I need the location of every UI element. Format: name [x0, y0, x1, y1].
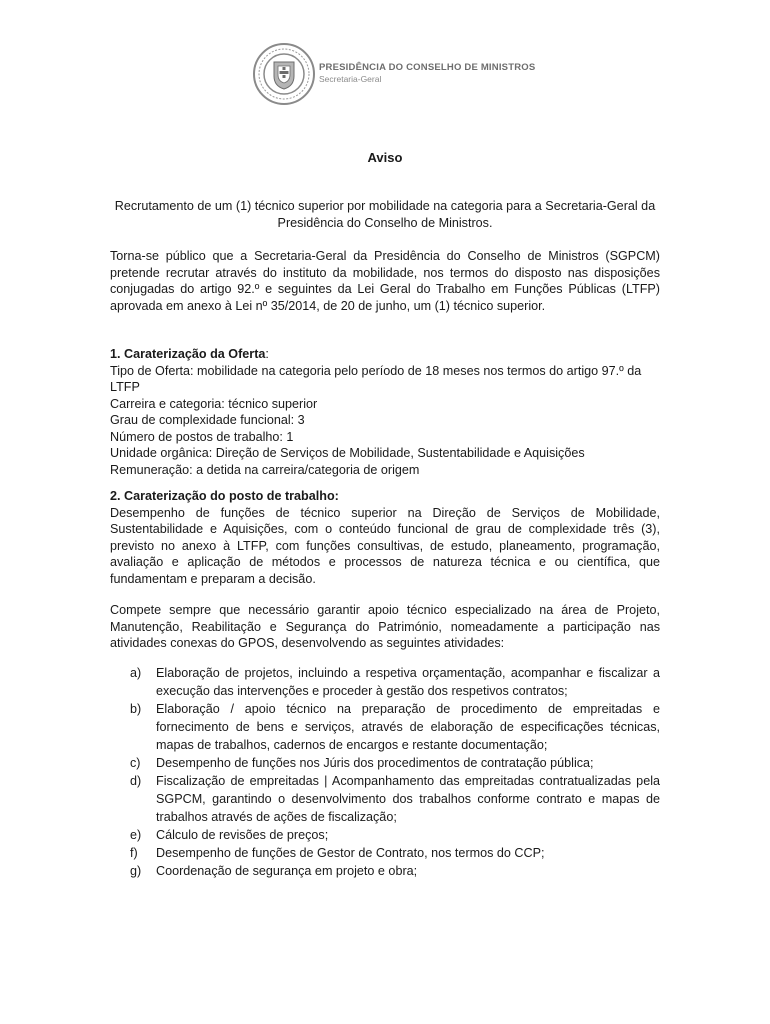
list-item — [130, 826, 660, 844]
section-1-colon: : — [265, 347, 269, 361]
intro-paragraph: Torna-se público que a Secretaria-Geral da Presidência do Conselho de Ministros (SGPCM) pretende recrutar através do instituto da mobilidade, nos termos do disposto nas disposições conjugadas do artigo 92.º e seguintes da Lei Geral do Trabalho em Funções Públicas (LTFP) aprovada em anexo à Lei nº 35/2014, de 20 de junho, um (1) técnico superior. — [110, 249, 660, 313]
organic-unit: Unidade orgânica: Direção de Serviços de Mobilidade, Sustentabilidade e Aquisições — [110, 446, 585, 460]
section-1-title: 1. Caraterização da Oferta — [110, 347, 266, 361]
list-item — [130, 664, 660, 700]
letterhead — [252, 42, 552, 106]
career-category: Carreira e categoria: técnico superior — [110, 396, 318, 411]
list-marker: a) — [130, 666, 142, 680]
document-title: Aviso — [367, 150, 403, 165]
list-item-text: Elaboração / apoio técnico na preparação de procedimento de empreitadas e fornecimento de bens e serviços, através de elaboração de especificações técnicas, mapas de trabalhos, cadernos de encargos e restante documentação; — [156, 702, 660, 752]
section-1 — [110, 346, 660, 478]
remuneration: Remuneração: a detida na carreira/categoria de origem — [110, 462, 420, 477]
list-marker: f) — [130, 846, 138, 860]
list-marker: g) — [130, 864, 142, 878]
list-item — [130, 772, 660, 826]
list-item-text: Desempenho de funções nos Júris dos procedimentos de contratação pública; — [156, 756, 594, 770]
section-2-paragraph-1: Desempenho de funções de técnico superior na Direção de Serviços de Mobilidade, Sustentabilidade e Aquisições, com o conteúdo funcional de grau de complexidade três (3), previsto no anexo à LTFP, com funções consultivas, de estudo, planeamento, programação, avaliação e aplicação de métodos e processos de natureza técnica e ou científica, que fundamentam e preparam a decisão. — [110, 505, 660, 586]
list-marker: b) — [130, 702, 142, 716]
list-marker: d) — [130, 774, 142, 788]
section-2 — [110, 488, 660, 587]
list-item-text: Fiscalização de empreitadas | Acompanhamento das empreitadas contratualizadas pela SGPCM, garantindo o desenvolvimento dos trabalhos conforme contrato e mapas de trabalhos através de ações de fiscalização; — [156, 774, 660, 824]
section-2-paragraph-2: Compete sempre que necessário garantir apoio técnico especializado na área de Projeto, Manutenção, Reabilitação e Segurança do Património, nomeadamente a participação nas atividades conexas do GPOS, desenvolvendo as seguintes atividades: — [110, 603, 660, 650]
section-1-heading — [110, 346, 660, 363]
list-item — [130, 754, 660, 772]
list-item — [130, 844, 660, 862]
section-2-title: 2. Caraterização do posto de trabalho: — [110, 489, 339, 503]
list-item-text: Desempenho de funções de Gestor de Contrato, nos termos do CCP; — [156, 846, 545, 860]
offer-type: Tipo de Oferta: mobilidade na categoria pelo período de 18 meses nos termos do artigo 97.º da LTFP — [110, 363, 642, 394]
coat-of-arms-seal — [252, 42, 316, 106]
number-of-posts: Número de postos de trabalho: 1 — [110, 429, 294, 444]
list-item — [130, 862, 660, 880]
list-item-text: Elaboração de projetos, incluindo a respetiva orçamentação, acompanhar e fiscalizar a execução das intervenções e proceder à gestão dos respetivos contratos; — [156, 666, 660, 698]
document-subject: Recrutamento de um (1) técnico superior por mobilidade na categoria para a Secretaria-Geral da Presidência do Conselho de Ministros. — [114, 199, 656, 230]
complexity-grade: Grau de complexidade funcional: 3 — [110, 413, 305, 427]
list-marker: c) — [130, 756, 141, 770]
organization-name: PRESIDÊNCIA DO CONSELHO DE MINISTROS — [319, 62, 536, 73]
list-item-text: Coordenação de segurança em projeto e obra; — [156, 864, 418, 878]
activities-list — [130, 664, 660, 880]
list-marker: e) — [130, 828, 142, 842]
list-item-text: Cálculo de revisões de preços; — [156, 828, 329, 842]
department-name: Secretaria-Geral — [319, 74, 382, 84]
list-item — [130, 700, 660, 754]
